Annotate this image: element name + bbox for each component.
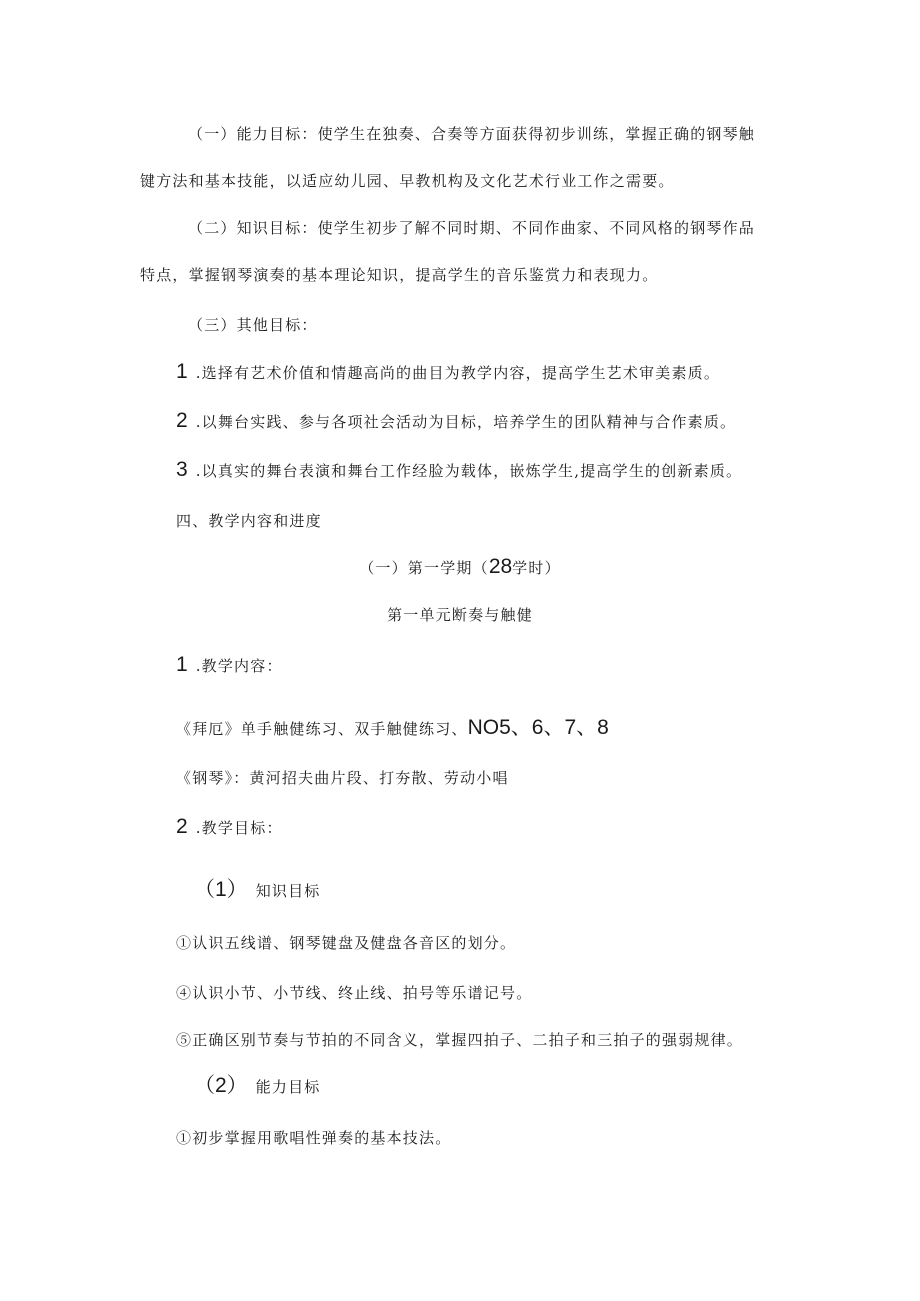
item-text: .以舞台实践、参与各项社会活动为目标，培养学生的团队精神与合作素质。 <box>195 413 737 431</box>
ability-number: （2） <box>194 1074 248 1097</box>
knowledge-number: （1） <box>194 878 248 901</box>
term-prefix: （一）第一学期（ <box>359 559 489 577</box>
content-text: 《拜厄》单手触健练习、双手触健练习、 <box>176 720 468 738</box>
content-line-1 <box>176 717 609 740</box>
content-line-2: 《钢琴》：黄河招夫曲片段、打夯散、劳动小唱 <box>176 769 509 787</box>
ability-item: ①初步掌握用歌唱性弹奏的基本技法。 <box>176 1129 452 1147</box>
content-numbers: NO5、6、7、8 <box>467 716 609 739</box>
ability-label: 能力目标 <box>255 1078 321 1096</box>
item-number: 3 <box>176 458 188 481</box>
knowledge-label: 知识目标 <box>255 882 321 900</box>
knowledge-item: ①认识五线谱、钢琴键盘及健盘各音区的划分。 <box>176 934 517 952</box>
term-heading <box>0 556 920 579</box>
unit-title: 第一单元断奏与触健 <box>387 606 533 624</box>
knowledge-subheading <box>194 879 321 902</box>
knowledge-goal-line2: 特点，掌握钢琴演奏的基本理论知识，提高学生的音乐鉴赏力和表现力。 <box>140 266 659 284</box>
section-heading: 四、教学内容和进度 <box>176 512 322 530</box>
knowledge-item: ⑤正确区别节奏与节拍的不同含义，掌握四拍子、二拍子和三拍子的强弱规律。 <box>176 1031 744 1049</box>
content-number: 1 <box>176 653 188 676</box>
item-text: .以真实的舞台表演和舞台工作经脸为载体，嵌炼学生,提高学生的创新素质。 <box>195 462 743 480</box>
other-goal-item <box>176 459 742 482</box>
goal-heading <box>176 816 283 839</box>
other-goals-heading: （三）其他目标： <box>188 316 318 334</box>
other-goal-item <box>176 410 736 433</box>
item-number: 1 <box>176 360 188 383</box>
goal-label: .教学目标： <box>195 819 283 837</box>
knowledge-item: ④认识小节、小节线、终止线、拍号等乐谱记号。 <box>176 984 533 1002</box>
term-hours: 28 <box>488 555 513 578</box>
ability-goal-line1: （一）能力目标：使学生在独奏、合奏等方面获得初步训练，掌握正确的钢琴触 <box>188 125 756 143</box>
other-goal-item <box>176 361 720 384</box>
content-heading <box>176 654 283 677</box>
content-label: .教学内容： <box>195 657 283 675</box>
ability-subheading <box>194 1075 321 1098</box>
knowledge-goal-line1: （二）知识目标：使学生初步了解不同时期、不同作曲家、不同风格的钢琴作品 <box>188 219 756 237</box>
goal-number: 2 <box>176 815 188 838</box>
ability-goal-line2: 键方法和基本技能，以适应幼儿园、早教机构及文化艺术行业工作之需要。 <box>140 172 675 190</box>
item-number: 2 <box>176 409 188 432</box>
item-text: .选择有艺术价值和情趣高尚的曲目为教学内容，提高学生艺术审美素质。 <box>195 364 721 382</box>
term-suffix: 学时） <box>512 559 561 577</box>
